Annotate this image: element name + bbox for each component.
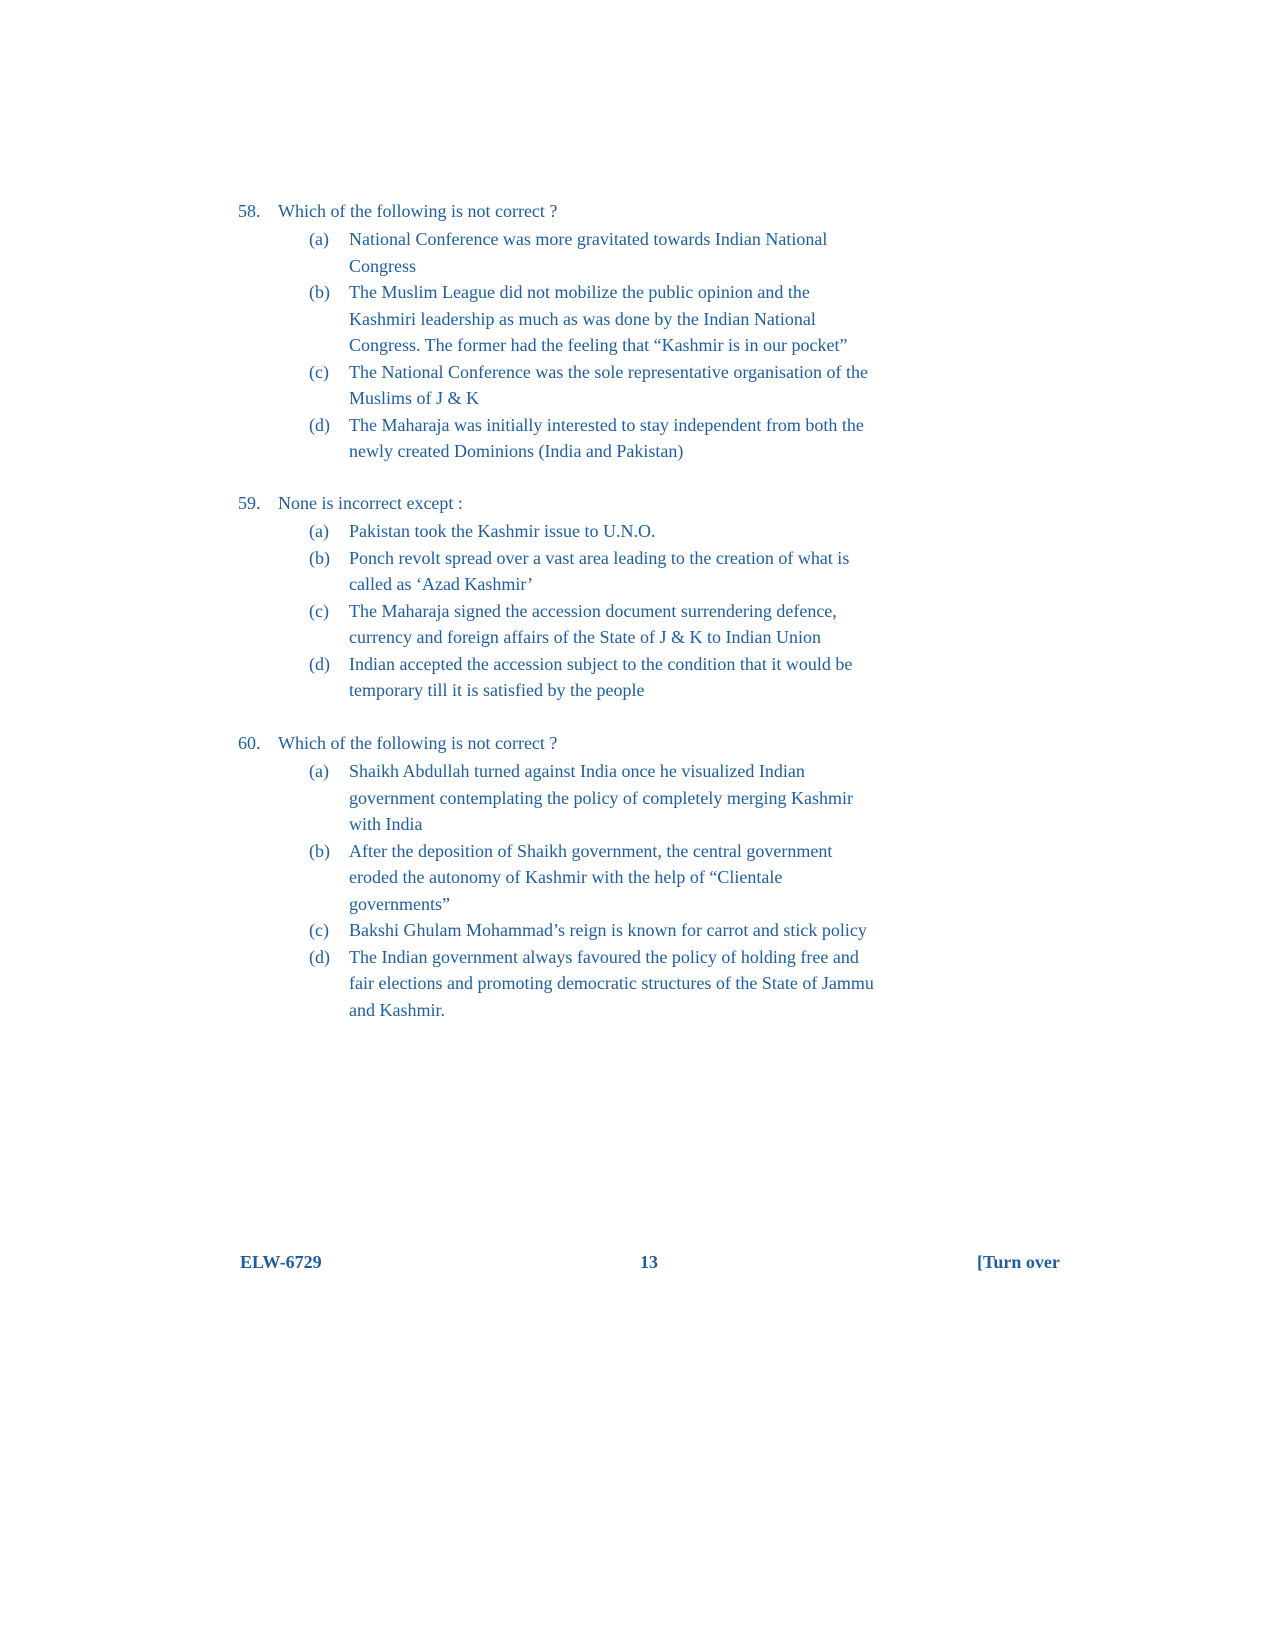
option-label: (a) [309, 521, 329, 541]
booklet-code: ELW-6729 [240, 1252, 322, 1272]
option-text: The Muslim League did not mobilize the public opinion and the Kashmiri leadership as much as was done by the Indian National Congress. The former had the feeling that “Kashmir is in our pocket” [349, 282, 848, 355]
option-text: The Maharaja was initially interested to stay independent from both the newly created Dominions (India and Pakistan) [349, 414, 864, 461]
option-b [309, 838, 878, 918]
option-text: After the deposition of Shaikh government, the central government eroded the autonomy of Kashmir with the help of “Clientale governments” [349, 840, 833, 914]
option-c [309, 359, 878, 412]
question-number: 58. [238, 201, 261, 221]
option-text: Shaikh Abdullah turned against India once he visualized Indian government contemplating the policy of completely merging Kashmir with India [349, 761, 854, 834]
question-text: Which of the following is not correct ? [278, 733, 558, 753]
option-label: (b) [309, 282, 330, 302]
option-label: (a) [309, 761, 329, 781]
option-a [309, 226, 878, 279]
option-text: Pakistan took the Kashmir issue to U.N.O. [349, 521, 656, 541]
question-text: None is incorrect except : [278, 493, 463, 513]
question-number: 60. [238, 733, 261, 753]
question-text: Which of the following is not correct ? [278, 201, 558, 221]
question-number: 59. [238, 493, 261, 513]
page-number: 13 [640, 1252, 658, 1272]
option-label: (b) [309, 547, 330, 568]
option-d [309, 412, 878, 465]
option-label: (c) [309, 361, 329, 382]
option-text: Ponch revolt spread over a vast area leading to the creation of what is called as ‘Azad Kashmir’ [349, 547, 850, 594]
question-59 [238, 490, 878, 704]
question-header [238, 198, 878, 224]
option-label: (a) [309, 229, 329, 249]
question-60 [238, 730, 878, 1023]
option-text: The Maharaja signed the accession document surrendering defence, currency and foreign affairs of the State of J & K to Indian Union [349, 600, 837, 647]
option-b [309, 279, 878, 359]
question-header [238, 490, 878, 516]
option-text: National Conference was more gravitated towards Indian National Congress [349, 229, 828, 276]
option-text: Indian accepted the accession subject to the condition that it would be temporary till it is satisfied by the people [349, 653, 853, 700]
option-label: (c) [309, 600, 329, 621]
option-label: (d) [309, 946, 330, 967]
option-d [309, 651, 878, 704]
question-58 [238, 198, 878, 465]
option-a [309, 518, 878, 545]
question-header [238, 730, 878, 756]
option-label: (c) [309, 920, 329, 940]
turn-over-note: [Turn over [977, 1252, 1060, 1272]
option-c [309, 917, 878, 944]
option-d [309, 944, 878, 1024]
option-text: Bakshi Ghulam Mohammad’s reign is known for carrot and stick policy [349, 920, 867, 940]
option-a [309, 758, 878, 838]
option-text: The National Conference was the sole representative organisation of the Muslims of J & K [349, 361, 868, 408]
option-text: The Indian government always favoured the policy of holding free and fair elections and promoting democratic structures of the State of Jammu and Kashmir. [349, 946, 874, 1020]
option-b [309, 545, 878, 598]
option-c [309, 598, 878, 651]
option-label: (d) [309, 653, 330, 674]
option-label: (d) [309, 414, 330, 435]
option-label: (b) [309, 840, 330, 861]
